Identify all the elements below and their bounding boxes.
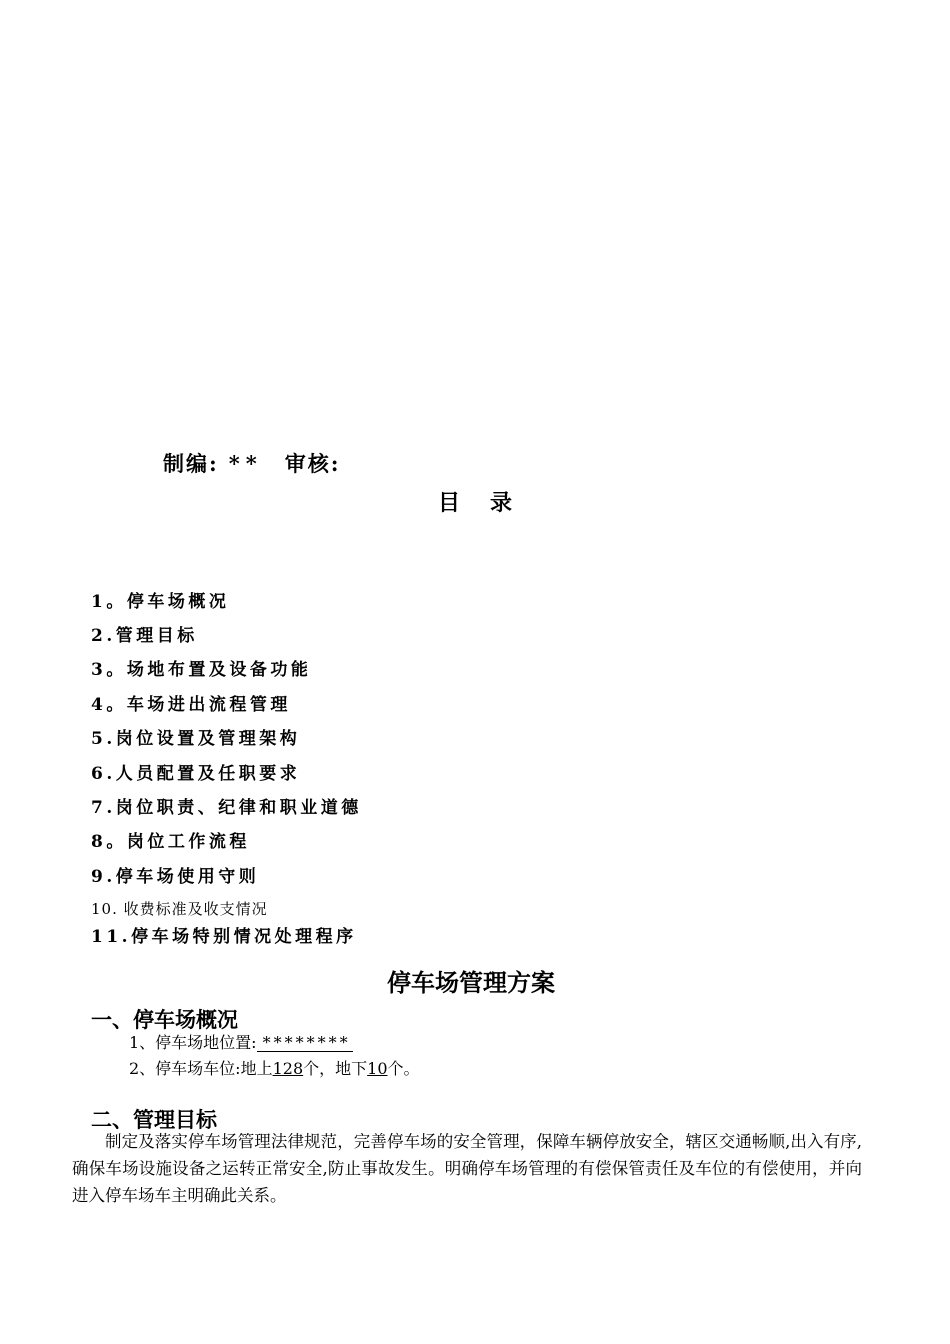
toc-title <box>438 486 512 517</box>
toc-item[interactable]: 5.岗位设置及管理架构 <box>91 729 301 749</box>
editor-label: 制编: <box>163 451 219 476</box>
location-line <box>129 1030 353 1053</box>
toc-item[interactable]: 2.管理目标 <box>91 626 198 646</box>
toc-item[interactable]: 8。岗位工作流程 <box>91 832 250 852</box>
spaces-suffix: 个。 <box>387 1059 420 1078</box>
spaces-prefix: 2、停车场车位:地上 <box>129 1059 273 1078</box>
underground-count: 10 <box>367 1059 388 1078</box>
reviewer-label: 审核: <box>284 451 341 476</box>
toc-item[interactable]: 1。停车场概况 <box>91 592 230 612</box>
above-ground-count: 128 <box>272 1059 304 1078</box>
editor-value: ** <box>228 451 263 476</box>
toc-item[interactable]: 4。车场进出流程管理 <box>91 695 291 715</box>
toc-item[interactable]: 11.停车场特别情况处理程序 <box>91 927 357 947</box>
toc-item[interactable]: 3。场地布置及设备功能 <box>91 660 312 680</box>
toc-item[interactable]: 6.人员配置及任职要求 <box>91 764 301 784</box>
toc-item[interactable]: 10. 收费标准及收支情况 <box>91 900 268 918</box>
section-1-heading: 一、停车场概况 <box>91 1008 238 1032</box>
toc-item[interactable]: 7.岗位职责、纪律和职业道德 <box>91 798 362 818</box>
parking-spaces-line <box>129 1056 420 1079</box>
section-2-heading: 二、管理目标 <box>91 1108 217 1132</box>
editor-reviewer-line <box>163 448 341 478</box>
toc-item[interactable]: 9.停车场使用守则 <box>91 867 260 887</box>
location-label: 1、停车场地位置: <box>129 1033 257 1052</box>
document-title: 停车场管理方案 <box>387 969 555 997</box>
spaces-mid: 个，地下 <box>303 1059 368 1078</box>
toc-title-char-2: 录 <box>490 490 513 516</box>
management-goal-paragraph: 制定及落实停车场管理法律规范，完善停车场的安全管理，保障车辆停放安全，辖区交通畅顺,出入有序,确保车场设施设备之运转正常安全,防止事故发生。明确停车场管理的有偿保管责任及车位的有偿使用，并向进入停车场车主明确此关系。 <box>72 1132 862 1205</box>
toc-title-char-1: 目 <box>438 490 461 516</box>
location-value: ******** <box>257 1034 353 1052</box>
